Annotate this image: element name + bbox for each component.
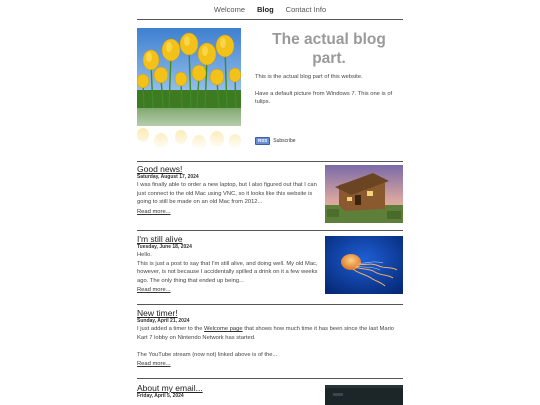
post-title[interactable]: New timer!	[137, 308, 178, 318]
jellyfish-thumbnail[interactable]	[325, 236, 403, 294]
post-date: Saturday, August 17, 2024	[137, 174, 199, 180]
top-nav	[137, 0, 403, 20]
blog-post	[137, 308, 403, 379]
post-excerpt	[137, 251, 319, 285]
post-excerpt-text	[137, 325, 403, 342]
subscribe-link[interactable]: Subscribe	[273, 138, 296, 144]
welcome-page-link[interactable]: Welcome page	[204, 326, 243, 332]
post-date: Tuesday, June 18, 2024	[137, 244, 192, 250]
intro-text: This is the actual blog part of this website.	[255, 74, 363, 80]
minecraft-house-thumbnail[interactable]	[325, 165, 403, 223]
post-title[interactable]: I'm still alive	[137, 234, 183, 244]
post-thumbnail[interactable]	[325, 385, 403, 405]
rss-icon[interactable]: RSS	[255, 137, 270, 145]
nav-blog[interactable]: Blog	[257, 5, 274, 14]
rss-subscribe[interactable]	[255, 137, 296, 145]
post-date: Sunday, April 21, 2024	[137, 318, 190, 324]
tulips-image	[137, 28, 241, 150]
intro-picture-note: Have a default picture from Windows 7. This one is of tulips.	[255, 90, 393, 106]
post-date: Friday, April 5, 2024	[137, 393, 184, 399]
post-title[interactable]: Good news!	[137, 164, 183, 174]
post-text-pre: I just added a timer to the	[137, 326, 205, 332]
post-excerpt	[137, 325, 403, 359]
blog-post	[137, 383, 403, 405]
read-more-link[interactable]: Read more...	[137, 208, 171, 215]
post-text-post: that shows how much time it has been since the last Mario Kart 7 lobby on Nintendo Network has started.	[137, 326, 395, 341]
blog-header	[137, 20, 403, 162]
nav-welcome[interactable]: Welcome	[213, 5, 245, 14]
blog-post	[137, 164, 403, 231]
post-excerpt-text-2: The YouTube stream (now not) linked above is of the...	[137, 351, 278, 358]
post-excerpt: I was finally able to order a new laptop, but I also figured out that I can just connect to the old Mac using VNC, so it looks like this website is going to still be made on an old Mac from 2012...	[137, 182, 317, 205]
blog-post	[137, 234, 403, 305]
post-title[interactable]: About my email...	[137, 383, 203, 393]
post-greeting: Hello.	[137, 252, 152, 258]
read-more-link[interactable]: Read more...	[137, 287, 171, 293]
page-title: The actual blog part.	[272, 31, 386, 67]
nav-contact-info[interactable]: Contact Info	[285, 5, 327, 14]
read-more-link[interactable]: Read more...	[137, 361, 171, 367]
blog-intro	[255, 73, 403, 115]
post-excerpt-text: This is just a post to say that I'm still alive, and doing well. My old Mac, however, is not because I accidentally spilled a drink on it a few weeks ago. The only thing that ended up being...	[137, 260, 318, 284]
